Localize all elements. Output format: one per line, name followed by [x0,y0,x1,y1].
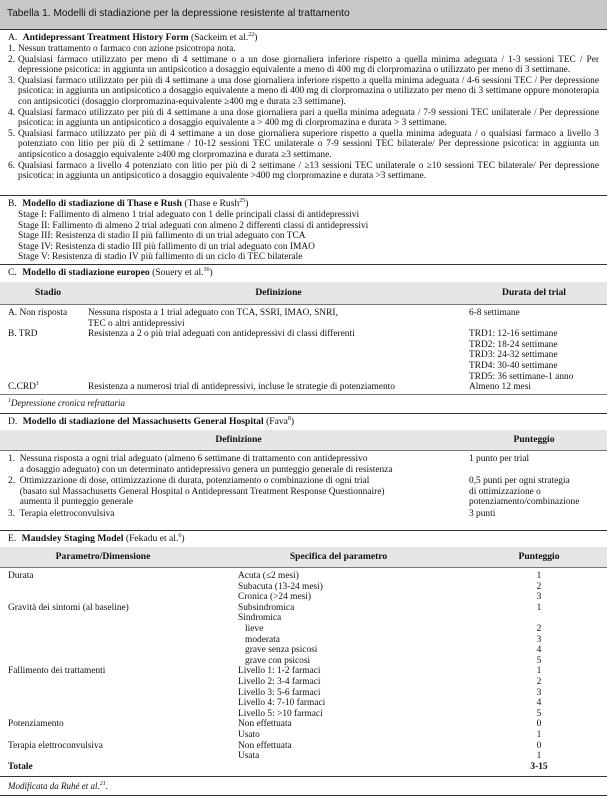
definition-cell [88,382,469,393]
table-row [8,509,599,520]
definition-cell [88,329,469,382]
section-d-col-definizione: Definizione [215,433,262,445]
section-a-letter: A. [8,32,18,43]
parameter-cell: Fallimento dei trattamenti [8,666,106,677]
score-cell: 3 [536,634,542,645]
specification-cell: moderata [238,634,280,645]
specification-cell: Livello 5: >10 farmaci [238,708,323,719]
definition-line: aumenta il punteggio generale [8,497,133,508]
section-e-col-punteggio: Punteggio [518,550,560,562]
parameter-cell [8,582,198,593]
duration-line: TRD3: 24-32 settimane [469,350,558,361]
specification-cell: Non effettuata [238,719,292,730]
source-end: . [105,780,108,791]
specification-cell: Usato [238,729,260,740]
table-row [8,698,599,709]
specification-cell: Non effettuata [238,740,292,751]
table-row [8,656,599,667]
table-row [8,709,599,720]
parameter-cell: Durata [8,571,34,581]
score-cell [469,454,599,475]
table-row [8,382,599,393]
section-c-cite: (Souery et al. [152,267,204,278]
section-e-table [0,568,607,762]
duration-cell [469,308,599,329]
section-b-stages [8,210,599,263]
parameter-cell: Potenziamento [8,719,64,730]
specification-cell: lieve [238,623,264,634]
source-text: Modificata da Ruhé et al. [8,780,100,791]
list-item [8,44,599,55]
table-row [8,730,599,741]
specification-cell: Subsindromica [238,602,295,613]
specification-cell: grave senza psicosi [238,645,318,656]
list-item-text: Qualsiasi farmaco a livello 4 potenziato con litio per più di 2 settimane / ≥13 sessioni TEC unilaterale o ≥10 sessioni TEC bilaterale/ Per depressione psicotica: in aggiunta un antipsicotico a dosaggio equivalente >400 mg clorpromazine e durata >3 settimane. [18,160,599,182]
parameter-cell: Gravità dei sintomi (al baseline) [8,602,129,613]
list-item-number: 4. [8,107,16,118]
section-d-ref: 8 [287,415,291,422]
table-row [8,329,599,382]
list-item-number: 6. [8,160,16,171]
specification-cell: Livello 1: 1-2 farmaci [238,666,321,677]
definition-line: Resistenza a 2 o più trial adeguati con antidepressivi di classi differenti [88,329,355,340]
source-ref: 21 [99,780,106,787]
duration-cell [469,329,599,382]
specification-cell: Acuta (≤2 mesi) [238,571,299,581]
section-c [0,265,607,282]
definition-cell [8,476,469,508]
parameter-cell [8,688,198,699]
list-item [8,55,599,76]
table-row [8,308,599,329]
section-c-col-durata: Durata del trial [502,286,566,298]
table-row [8,624,599,635]
score-cell: 1 [536,751,542,762]
section-c-name: Modello di stadiazione europeo [22,267,150,278]
specification-cell: Cronica (>24 mesi) [238,592,311,603]
section-e-total-row [0,762,607,774]
section-c-header-row [0,282,607,304]
parameter-cell [8,751,198,762]
specification-cell: grave con psicosi [238,655,311,666]
section-e-letter: E. [8,533,17,544]
section-c-letter: C. [8,267,17,278]
duration-line: Almeno 12 mesi [469,382,531,393]
list-item [8,108,599,129]
duration-cell [469,382,599,393]
duration-line: TRD1: 12-16 settimane [469,329,558,340]
list-item-number: 1. [8,44,16,54]
total-value: 3-15 [530,761,548,772]
score-cell: 2 [536,581,542,592]
definition-line: Nessuna risposta a 1 trial adeguato con TCA, SSRI, IMAO, SNRI, [88,308,338,318]
list-item-text: Qualsiasi farmaco utilizzato per più di 4 settimane a una dose giornaliera inferiore rispetto a quella minima adeguata / 4-6 sessioni TEC / Per depressione psicotica: in aggiunta un antipsicotico a dosaggio equivalente a meno di 400 mg di clorpromazina o utilizzato per meno di 3 settimane oppure monoterapia con antipsicotici (dosaggio clorpromazina-equivalente ≥400 mg e durata ≥3 settimane). [18,75,599,107]
section-c-cite-end: ) [209,267,213,278]
section-d-table [0,451,607,530]
section-a-list [8,44,599,182]
score-line: potenziamento/combinazione [469,497,580,508]
section-a-ref: 22 [248,31,255,38]
score-cell: 1 [536,666,542,677]
section-d-name: Modello di stadiazione del Massachusetts General Hospital [22,416,264,427]
definition-line: 3. Terapia elettroconvulsiva [8,508,115,519]
section-e-cite: (Fekadu et al. [125,533,179,544]
specification-cell: Sindromica [238,613,282,624]
score-cell: 3 [536,592,542,603]
stage-item: Stage V: Resistenza di stadio IV più fallimento di un ciclo di TEC bilaterale [18,252,303,263]
definition-cell [8,454,469,475]
section-d-cite-end: ) [290,416,295,427]
section-b [0,196,607,264]
table-row [8,645,599,656]
source-note [0,777,607,796]
section-d-letter: D. [8,416,18,427]
section-c-ref: 36 [203,266,210,273]
list-item [8,161,599,182]
section-a-cite: (Sackeim et al. [190,32,249,43]
table-row [8,603,599,614]
definition-line: 1. Nessuna risposta a ogni trial adeguato (almeno 6 settimane di trattamento con antidepressivo [8,454,368,464]
parameter-cell: Terapia elettroconvulsiva [8,740,103,751]
table-row [8,677,599,688]
stage-label: C.CRD [8,382,36,393]
list-item-number: 3. [8,75,16,86]
section-b-ref: 25 [239,197,246,204]
stage-item: Stage II: Fallimento di almeno 2 trial adeguati con almeno 2 differenti classi di antidepressivi [18,220,369,231]
stage-label: B. TRD [8,329,38,340]
section-c-heading [8,265,599,279]
section-e-col-parametro: Parametro/Dimensione [55,550,151,562]
duration-line: 6-8 settimane [469,308,520,318]
score-cell: 0 [536,740,542,751]
stage-cell [8,382,88,393]
score-cell: 4 [536,698,542,709]
score-line: di ottimizzazione o [469,486,541,497]
section-d [0,414,607,430]
list-item [8,76,599,108]
stage-item: Stage III: Resistenza di stadio II più fallimento di un trial adeguato con TCA [18,231,306,242]
stage-label: A. Non risposta [8,308,68,318]
table-title: Tabella 1. Modelli di stadiazione per la depressione resistente al trattamento [0,0,607,29]
section-e-ref: 6 [178,532,182,539]
parameter-cell [8,698,198,709]
score-line: 1 punto per trial [469,454,530,464]
score-cell [469,476,599,508]
duration-line: TRD2: 18-24 settimane [469,339,558,350]
section-c-table [0,305,607,394]
parameter-cell [8,677,198,688]
section-b-heading [8,196,599,210]
score-cell [479,613,599,624]
parameter-cell [8,645,198,656]
list-item-text: Qualsiasi farmaco utilizzato per meno di 4 settimane o a un dose giornaliera inferiore rispetto a quella minima adeguata / 1-3 sessioni TEC / Per depressione psicotica: in aggiunta un antipsicotico a dosaggio equivalente a meno di 400 mg di clorpromazina o utilizzato per meno di 3 settimane. [18,54,599,76]
definition-line: TEC o altri antidepressivi [88,318,185,329]
section-d-col-punteggio: Punteggio [513,433,555,445]
table-row [8,741,599,752]
definition-cell [88,308,469,329]
definition-line: (basato sul Massachusetts General Hospital o Antidepressant Treatment Response Questionnaire) [8,486,385,497]
section-e-header-row [0,547,607,567]
table-row [8,688,599,699]
total-label: Totale [8,761,33,772]
section-a-cite-end: ) [254,32,258,43]
table-row [8,635,599,646]
footnote-marker: 1 [8,398,11,404]
list-item-text: Nessun trattamento o farmaco con azione psicotropa nota. [18,44,236,54]
section-c-footnote [0,395,607,413]
specification-cell: Livello 4: 7-10 farmaci [238,698,326,709]
section-e [0,531,607,547]
stage-cell [8,329,88,382]
specification-cell: Livello 3: 5-6 farmaci [238,687,321,698]
definition-line: Resistenza a numerosi trial di antidepressivi, incluse le strategie di potenziamento [88,382,395,393]
list-item-number: 5. [8,128,16,139]
footnote-text: Depressione cronica refrattaria [11,398,125,408]
score-cell: 5 [536,655,542,666]
table-row [8,666,599,677]
table-row [8,454,599,475]
score-cell: 2 [536,676,542,687]
list-item-text: Qualsiasi farmaco utilizzato per più di 4 settimane a un dose giornaliera superiore rispetto a quella minima adeguata / o qualsiasi farmaco a livello 3 potenziato con litio per più di 2 settimane / 10-12 sessioni TEC unilaterale o 7-9 sessioni TEC bilaterale/ Per depressione psicotica: in aggiunta un antipsicotico a dosaggio equivalente ≥400 mg clorpromazina e durata ≥3 settimane. [18,128,599,160]
parameter-cell [8,624,198,635]
definition-line: a dosaggio adeguato) con un determinato antidepressivo genera un punteggio generale di resistenza [8,464,393,475]
score-cell: 5 [536,708,542,719]
table-row [8,582,599,593]
specification-cell: Livello 2: 3-4 farmaci [238,676,321,687]
score-cell: 1 [536,571,542,581]
table-row [8,751,599,762]
stage-item: Stage I: Fallimento di almeno 1 trial adeguato con 1 delle principali classi di antidepressivi [18,210,360,220]
section-e-name: Maudsley Staging Model [21,533,124,544]
table-row [8,592,599,603]
definition-line: 2. Ottimizzazione di dose, ottimizzazione di durata, potenziamento o combinazione di ogni trial [8,476,370,487]
section-a [0,30,607,195]
parameter-cell [8,730,198,741]
duration-line: TRD4: 30-40 settimane [469,360,558,371]
table-row [8,719,599,730]
table-row [8,613,599,624]
parameter-cell [8,709,198,720]
score-cell [469,509,599,520]
section-d-header-row [0,430,607,450]
stage-sup: 1 [35,381,39,388]
list-item-text: Qualsiasi farmaco utilizzato per più di 4 settimane a una dose giornaliera pari a quella minima adeguata / 7-9 sessioni TEC unilaterale / Per depressione psicotica: in aggiunta un antipsicotico a dosaggio equivalente a > 400 mg di clorpromazina e durata > 3 settimane. [18,107,599,129]
section-b-letter: B. [8,198,17,209]
table-row [8,476,599,508]
parameter-cell [8,613,198,624]
definition-cell [8,509,469,520]
list-item-number: 2. [8,54,16,65]
section-b-cite: (Thase e Rush [184,198,240,209]
section-e-heading [8,531,599,545]
section-e-cite-end: ) [181,533,185,544]
parameter-cell [8,592,198,603]
section-b-cite-end: ) [245,198,249,209]
specification-cell: Usata [238,751,260,762]
list-item [8,129,599,161]
section-a-heading [8,30,599,44]
section-c-col-stadio: Stadio [34,286,62,298]
duration-line: TRD5: 36 settimane-1 anno [469,371,574,382]
table-row [8,571,599,582]
stage-item: Stage IV: Resistenza di stadio III più fallimento di un trial adeguato con IMAO [18,241,315,252]
score-cell: 3 [536,687,542,698]
parameter-cell [8,635,198,646]
parameter-cell [8,656,198,667]
section-a-name: Antidepressant Treatment History Form [22,32,189,43]
section-b-name: Modello di stadiazione di Thase e Rush [22,198,182,209]
section-c-col-definizione: Definizione [255,286,302,298]
score-cell: 1 [536,729,542,740]
section-d-heading [8,414,599,428]
score-line: 0,5 punti per ogni strategia [469,476,570,487]
section-d-cite: (Fava [266,416,288,427]
score-cell: 1 [536,602,542,613]
specification-cell: Subacuta (13-24 mesi) [238,581,323,592]
stage-cell [8,308,88,329]
score-line: 3 punti [469,508,496,519]
score-cell: 4 [536,645,542,656]
section-e-col-specifica: Specifica del parametro [289,550,388,562]
score-cell: 2 [536,623,542,634]
score-cell: 0 [536,719,542,730]
